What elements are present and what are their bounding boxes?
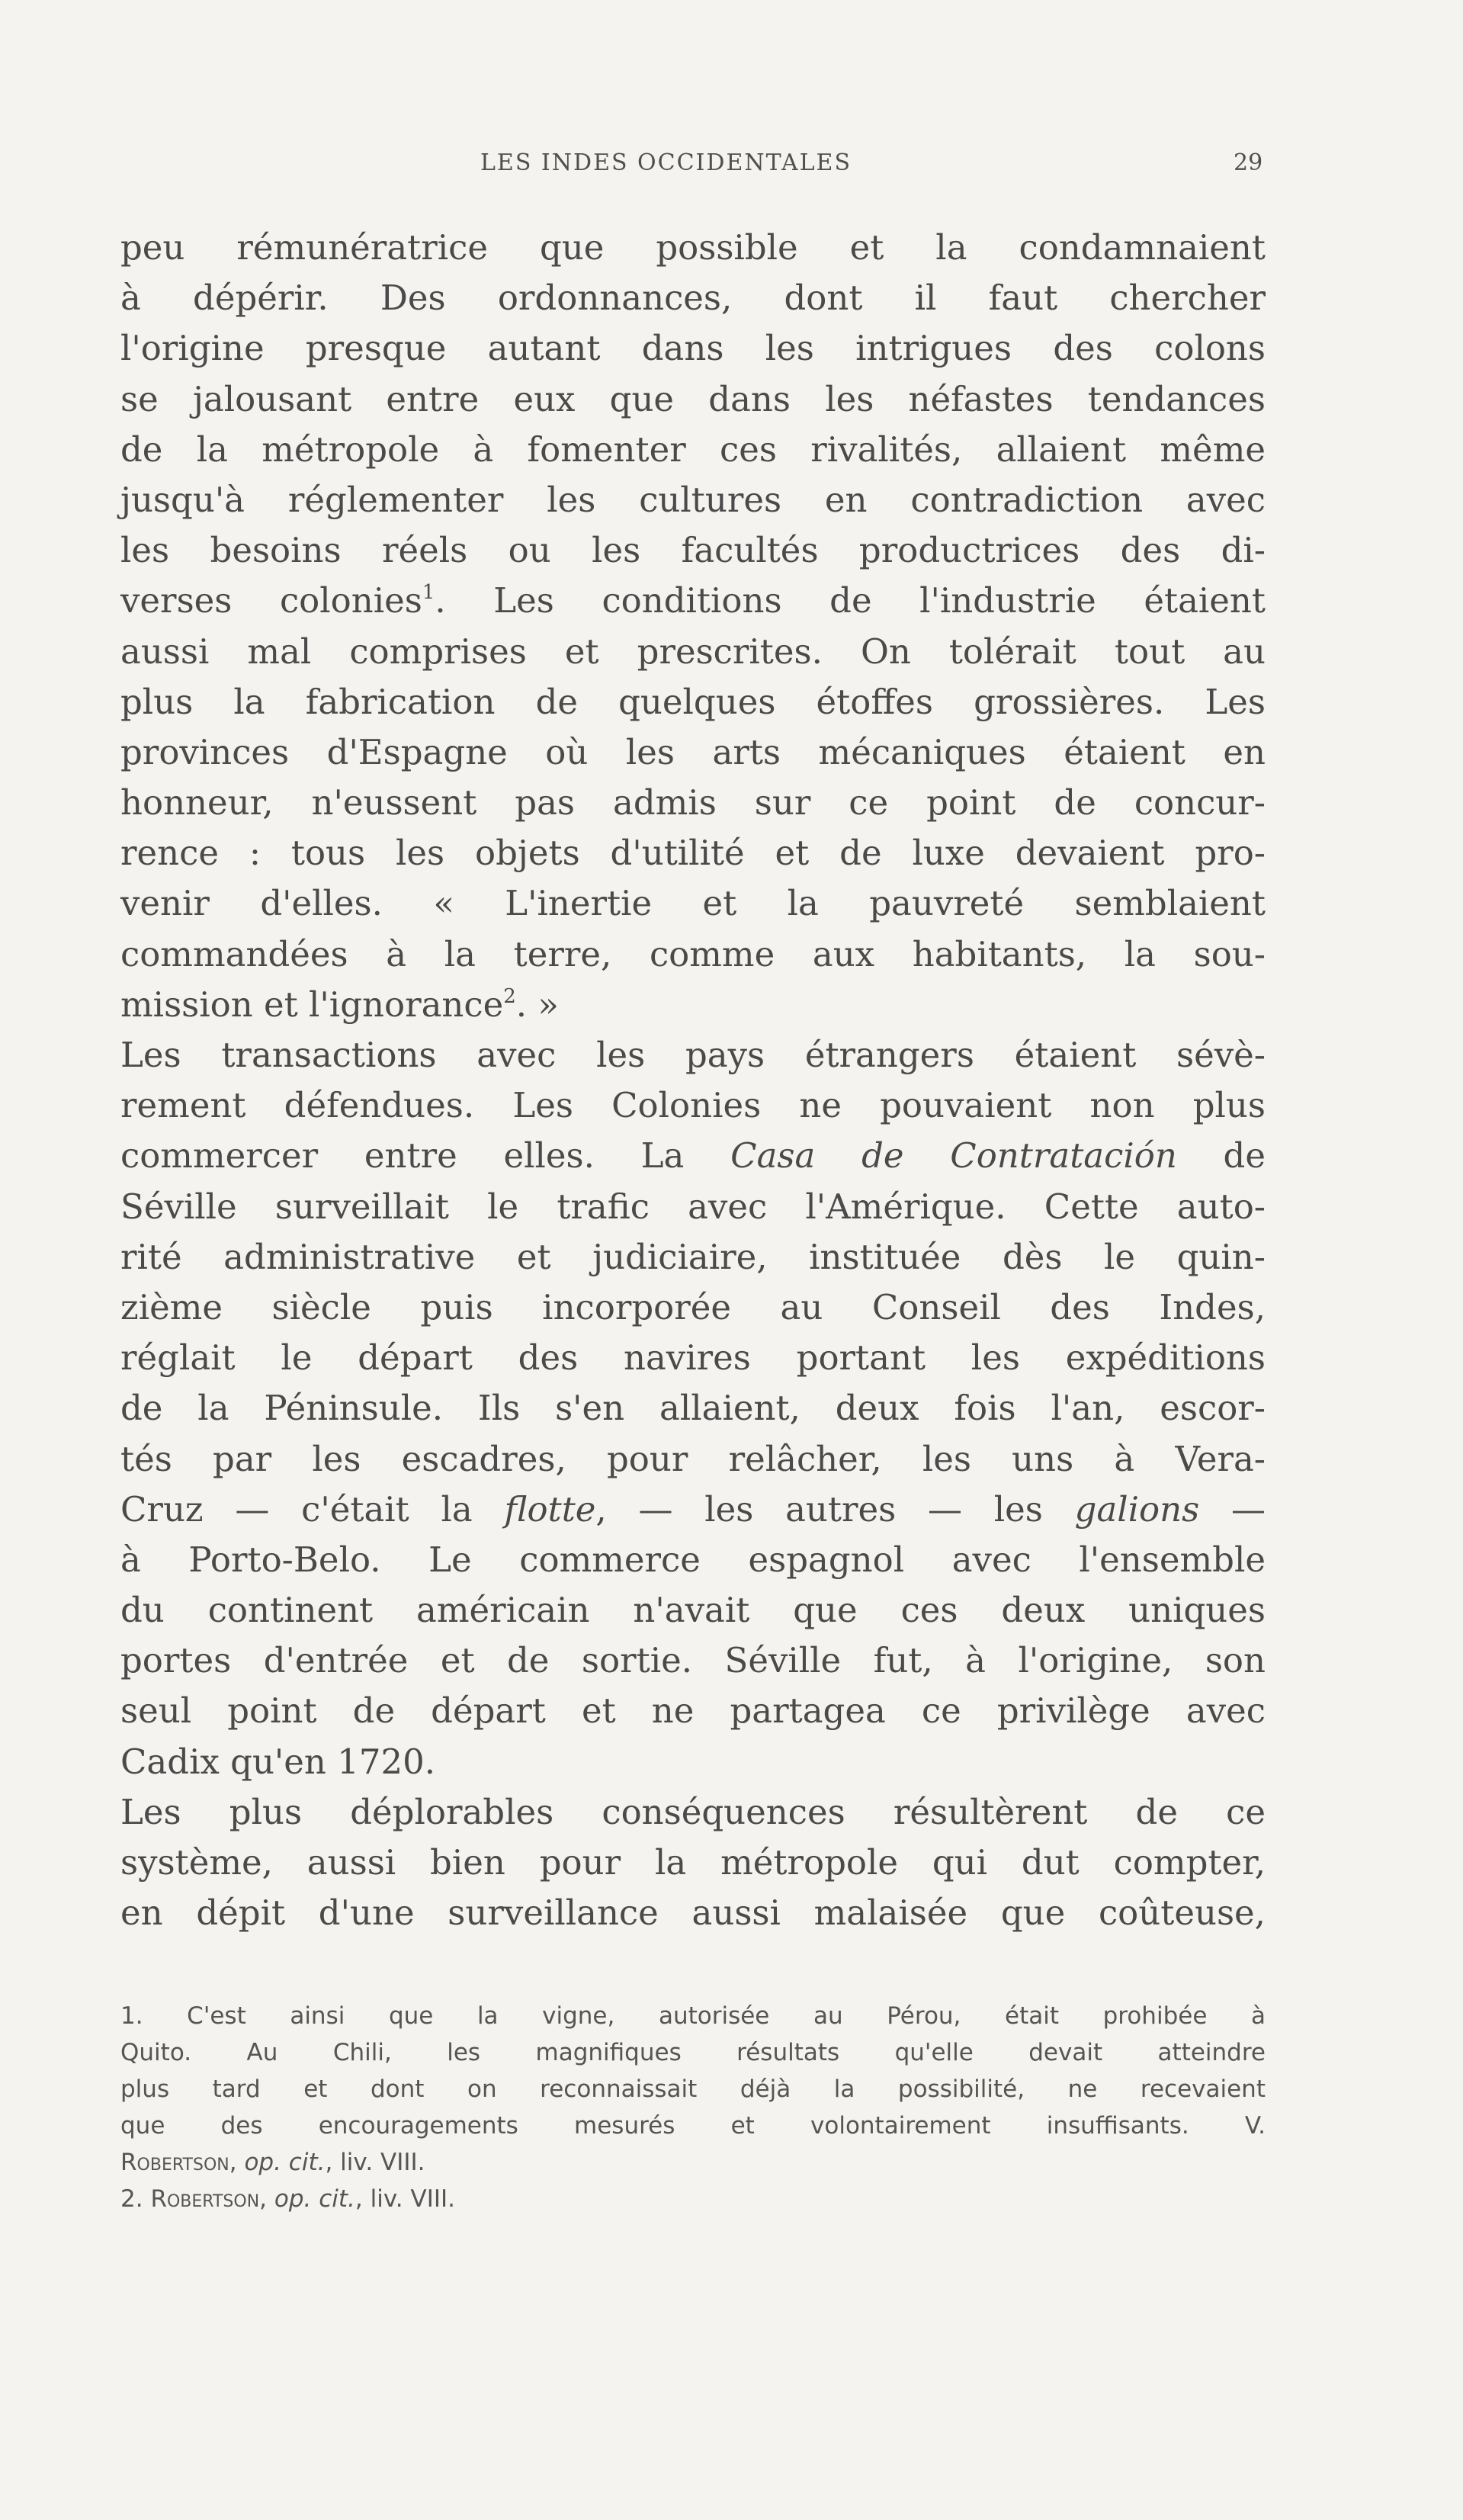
- text-line: tés par les escadres, pour relâcher, les uns à Vera-: [120, 1438, 1266, 1479]
- footnote-author: Robertson: [120, 2149, 229, 2176]
- footnote-line: 1. C'est ainsi que la vigne, autorisée au Pérou, était prohibée à: [120, 2002, 1266, 2030]
- text-line: jusqu'à réglementer les cultures en contradiction avec: [120, 479, 1266, 520]
- footnotes: [120, 1998, 1266, 2217]
- footnote-ref-2: 2: [503, 984, 516, 1008]
- text-line: Séville surveillait le trafic avec l'Amérique. Cette auto-: [120, 1186, 1266, 1227]
- body-text: [120, 223, 1266, 1938]
- text-line: réglait le départ des navires portant les expéditions: [120, 1337, 1266, 1379]
- footnote-line: [120, 2144, 1266, 2181]
- text-line: de la métropole à fomenter ces rivalités, allaient même: [120, 429, 1266, 470]
- text-line: plus la fabrication de quelques étoffes grossières. Les: [120, 681, 1266, 722]
- text-segment: . Les conditions de l'industrie étaient: [435, 580, 1266, 621]
- footnote-line: plus tard et dont on reconnaissait déjà la possibilité, ne recevaient: [120, 2075, 1266, 2103]
- text-line: zième siècle puis incorporée au Conseil des Indes,: [120, 1286, 1266, 1327]
- footnote-ref-1: 1: [422, 581, 435, 605]
- text-line: en dépit d'une surveillance aussi malaisée que coûteuse,: [120, 1892, 1266, 1934]
- text-segment: de: [1176, 1135, 1266, 1177]
- text-segment: , — les autres — les: [595, 1488, 1075, 1530]
- footnote-citation: op. cit.: [274, 2185, 355, 2213]
- text-line: l'origine presque autant dans les intrigues des colons: [120, 328, 1266, 369]
- italic-term: Casa de Contratación: [730, 1135, 1177, 1177]
- footnote-line: [120, 2181, 1266, 2217]
- page-number: 29: [1234, 149, 1263, 176]
- text-line: de la Péninsule. Ils s'en allaient, deux fois l'an, escor-: [120, 1388, 1266, 1429]
- text-line: peu rémunératrice que possible et la condamnaient: [120, 227, 1266, 268]
- text-line: se jalousant entre eux que dans les néfastes tendances: [120, 378, 1266, 419]
- text-line: venir d'elles. « L'inertie et la pauvreté semblaient: [120, 883, 1266, 924]
- text-line: portes d'entrée et de sortie. Séville fut, à l'origine, son: [120, 1640, 1266, 1681]
- footnote-number: 2.: [120, 2185, 151, 2213]
- text-segment: , liv. VIII.: [325, 2149, 425, 2176]
- footnote-line: que des encouragements mesurés et volontairement insuffisants. V.: [120, 2112, 1266, 2140]
- text-line: rité administrative et judiciaire, instituée dès le quin-: [120, 1236, 1266, 1277]
- text-segment: Cruz — c'était la: [120, 1488, 473, 1530]
- text-segment: ,: [259, 2185, 274, 2213]
- text-line: honneur, n'eussent pas admis sur ce point de concur-: [120, 782, 1266, 823]
- italic-term: galions: [1074, 1488, 1200, 1530]
- text-segment: mission et l'ignorance: [120, 984, 504, 1025]
- text-line: système, aussi bien pour la métropole qui dut compter,: [120, 1842, 1266, 1883]
- text-segment: ,: [229, 2149, 245, 2176]
- text-line: [120, 576, 1266, 626]
- text-line: commandées à la terre, comme aux habitants, la sou-: [120, 933, 1266, 974]
- text-line: provinces d'Espagne où les arts mécaniques étaient en: [120, 731, 1266, 772]
- text-line: aussi mal comprises et prescrites. On tolérait tout au: [120, 631, 1266, 672]
- italic-term: flotte: [504, 1488, 596, 1530]
- footnote-citation: op. cit.: [244, 2149, 326, 2176]
- text-line: Les transactions avec les pays étrangers étaient sévè-: [120, 1035, 1266, 1075]
- text-line: [120, 1485, 1266, 1535]
- text-line: à Porto-Belo. Le commerce espagnol avec l'ensemble: [120, 1539, 1266, 1580]
- text-line: [120, 980, 1266, 1030]
- footnote-author: Robertson: [150, 2185, 260, 2213]
- text-segment: . »: [515, 984, 559, 1025]
- footnote-line: Quito. Au Chili, les magnifiques résultats qu'elle devait atteindre: [120, 2039, 1266, 2066]
- text-line: Les plus déplorables conséquences résultèrent de ce: [120, 1791, 1266, 1832]
- text-line: Cadix qu'en 1720.: [120, 1741, 436, 1782]
- text-line: rence : tous les objets d'utilité et de luxe devaient pro-: [120, 833, 1266, 874]
- text-segment: verses colonies: [120, 580, 422, 621]
- text-segment: —: [1199, 1488, 1266, 1530]
- text-line: du continent américain n'avait que ces deux uniques: [120, 1590, 1266, 1631]
- text-line: rement défendues. Les Colonies ne pouvaient non plus: [120, 1085, 1266, 1126]
- running-title: LES INDES OCCIDENTALES: [480, 149, 852, 176]
- text-segment: , liv. VIII.: [355, 2185, 455, 2213]
- text-line: seul point de départ et ne partagea ce privilège avec: [120, 1690, 1266, 1732]
- text-line: les besoins réels ou les facultés productrices des di-: [120, 530, 1266, 571]
- text-line: à dépérir. Des ordonnances, dont il faut chercher: [120, 278, 1266, 319]
- text-line: [120, 1131, 1266, 1181]
- text-segment: commercer entre elles. La: [120, 1135, 685, 1177]
